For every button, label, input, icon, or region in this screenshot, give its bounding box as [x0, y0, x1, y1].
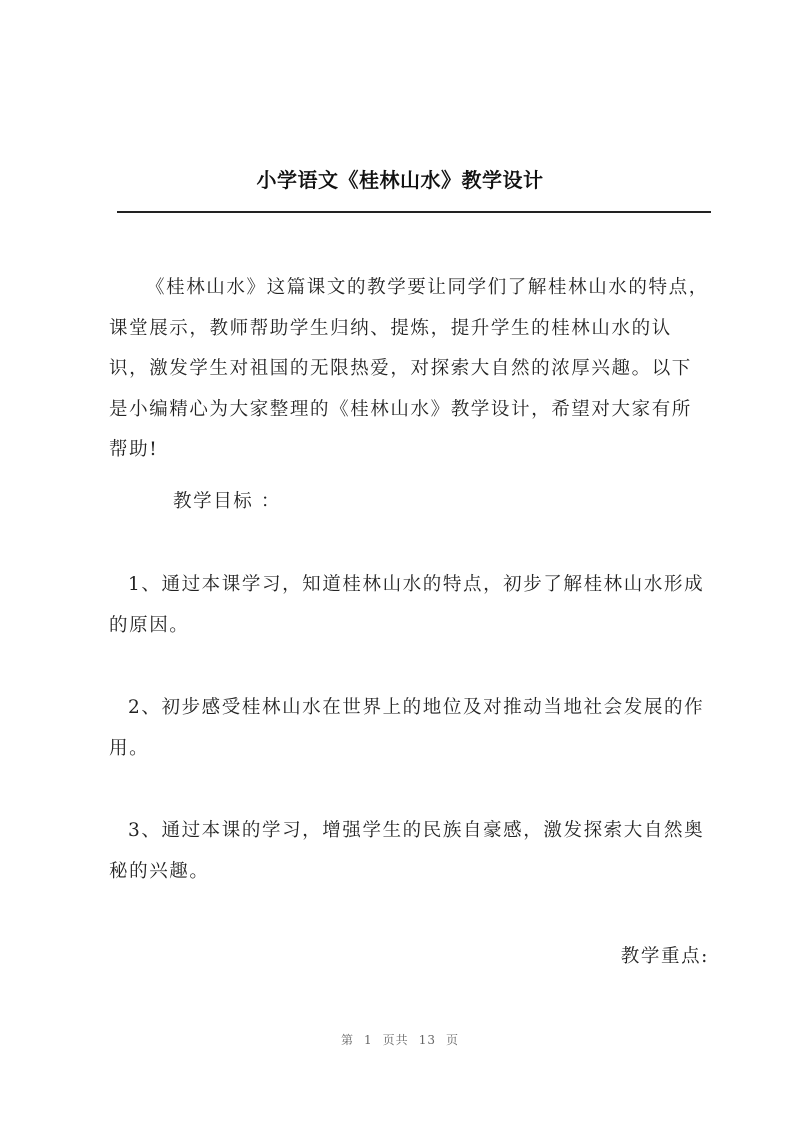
goal-item-2: 2、初步感受桂林山水在世界上的地位及对推动当地社会发展的作用。 — [109, 697, 705, 759]
key-points-heading: 教学重点: — [620, 946, 709, 967]
page-footer — [0, 1031, 800, 1048]
footer-total-pages: 13 — [418, 1033, 436, 1047]
footer-page-number: 1 — [364, 1033, 373, 1047]
title-underline — [117, 211, 711, 213]
footer-page-suffix: 页 — [445, 1033, 459, 1047]
goal-item-3: 3、通过本课的学习，增强学生的民族自豪感，激发探索大自然奥秘的兴趣。 — [109, 820, 705, 882]
footer-page-mid: 页共 — [382, 1033, 409, 1047]
document-title: 小学语文《桂林山水》教学设计 — [256, 168, 544, 192]
goal-item-1: 1、通过本课学习，知道桂林山水的特点，初步了解桂林山水形成的原因。 — [109, 574, 705, 636]
intro-paragraph: 《桂林山水》这篇课文的教学要让同学们了解桂林山水的特点，课堂展示，教师帮助学生归纳、提炼，提升学生的桂林山水的认识，激发学生对祖国的无限热爱，对探索大自然的浓厚兴趣。以下是小编精心为大家整理的《桂林山水》教学设计，希望对大家有所帮助! — [109, 277, 709, 460]
footer-page-prefix: 第 — [341, 1033, 355, 1047]
goals-heading: 教学目标 ： — [173, 491, 281, 512]
